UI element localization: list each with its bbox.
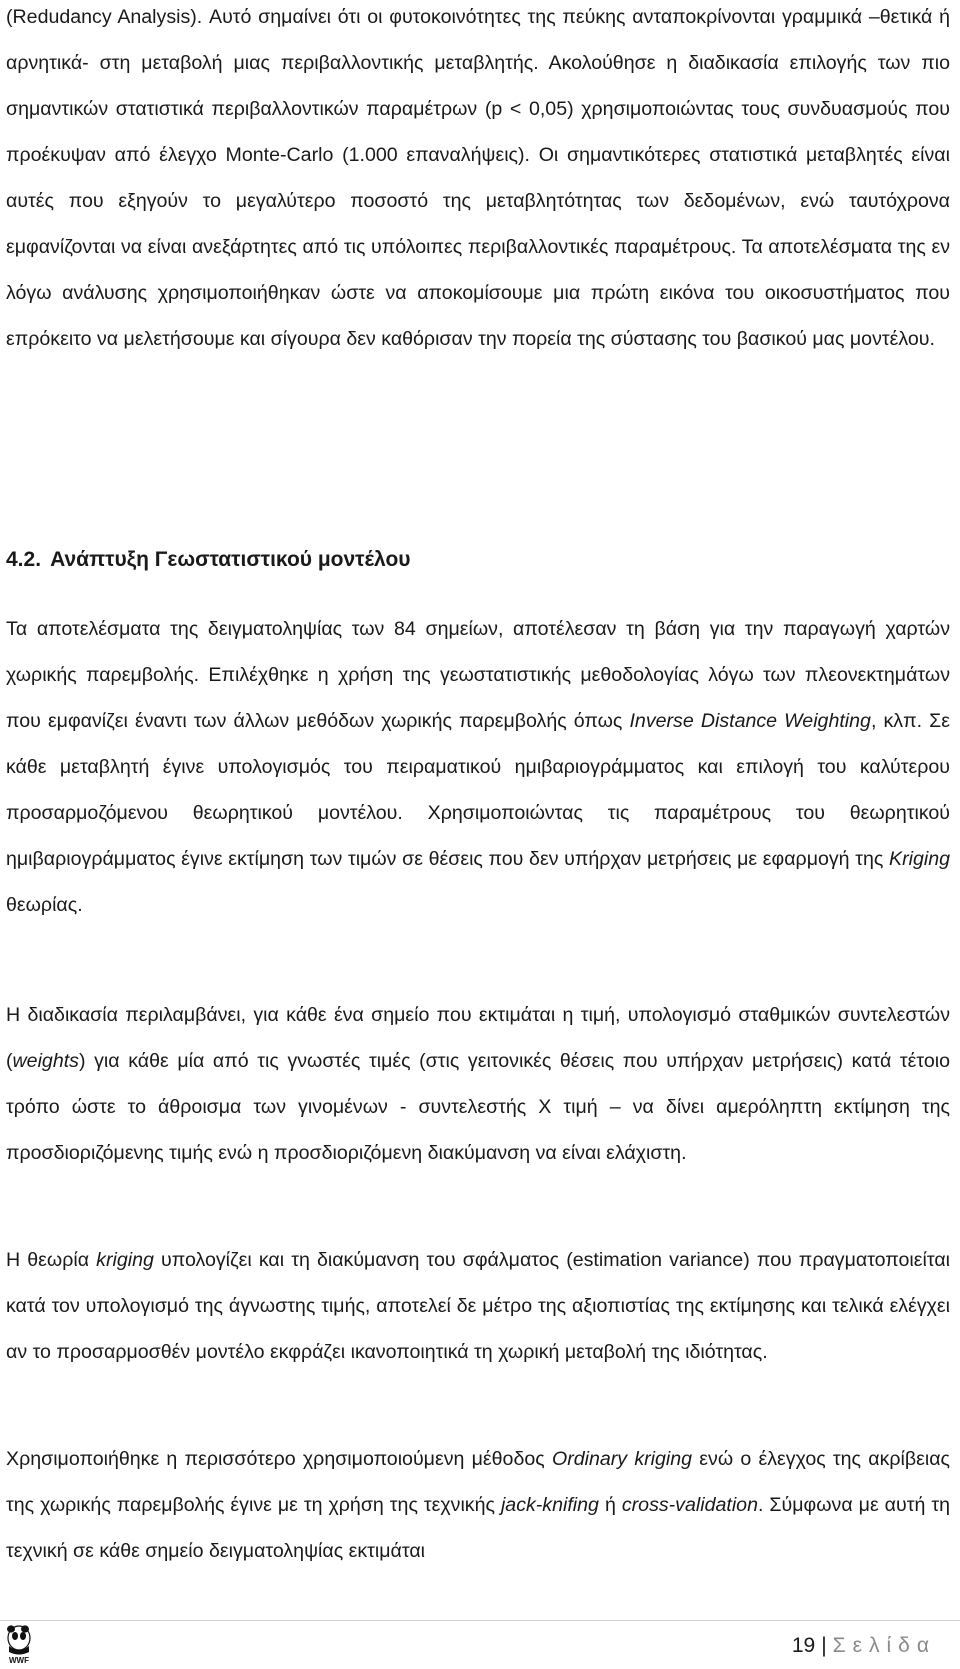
page-word: Σελίδα <box>832 1634 936 1657</box>
paragraph-4-text-a: Χρησιμοποιήθηκε η περισσότερο χρησιμοποιούμενη μέθοδος <box>6 1448 552 1470</box>
page-number: 19 <box>791 1634 816 1657</box>
paragraph-3-italic-kriging: kriging <box>96 1249 154 1271</box>
section-heading <box>6 545 411 575</box>
paragraph-4-italic-cross-validation: cross-validation <box>621 1494 758 1516</box>
paragraph-4 <box>6 1436 950 1574</box>
paragraph-2-text-c: ) για κάθε μία από τις γνωστές τιμές (στις γειτονικές θέσεις που υπήρχαν μετρήσεις) κατά τέτοιο τρόπο ώστε το άθροισμα των γινομένων - συντελεστής Χ τιμή – να δίνει αμερόληπτη εκτίμηση της προσδιοριζόμενης τιμής ενώ η προσδιοριζόμενη διακύμανση να είναι ελάχιστη. <box>6 1050 950 1164</box>
section-number: 4.2. <box>6 548 42 571</box>
paragraph-3-text-a: Η θεωρία <box>6 1249 97 1271</box>
paragraph-4-text-c: ενώ ο έλεγχος της ακρίβειας της χωρικής παρεμβολής έγινε με τη χρήση της τεχνικής <box>6 1448 951 1516</box>
paragraph-1-text-a: Τα αποτελέσματα της δειγματοληψίας των 84 σημείων, αποτέλεσαν τη βάση για την παραγωγή χαρτών χωρικής παρεμβολής. Επιλέχθηκε η χρήση της γεωστατιστικής μεθοδολογίας λόγω των πλεονεκτημάτων που εμφανίζει έναντι των άλλων μεθόδων χωρικής παρεμβολής όπως <box>6 618 950 732</box>
page-footer <box>792 1632 936 1660</box>
page-number-separator: | <box>821 1634 827 1657</box>
paragraph-2 <box>6 992 950 1176</box>
footer-divider <box>0 1620 960 1621</box>
paragraph-2-italic-weights: weights <box>12 1050 79 1072</box>
paragraph-4-text-e: ή <box>598 1494 622 1516</box>
paragraph-4-text-g: . Σύμφωνα με αυτή τη τεχνική σε κάθε σημείο δειγματοληψίας εκτιμάται <box>6 1494 950 1562</box>
section-title: Ανάπτυξη Γεωστατιστικού μοντέλου <box>50 548 411 571</box>
paragraph-4-italic-ordinary-kriging: Ordinary kriging <box>551 1448 693 1470</box>
paragraph-2-text-a: Η διαδικασία περιλαμβάνει, για κάθε ένα σημείο που εκτιμάται η τιμή, υπολογισμό σταθμικών συντελεστών ( <box>6 1004 950 1072</box>
paragraph-1-text-c: , κλπ. Σε κάθε μεταβλητή έγινε υπολογισμός του πειραματικού ημιβαριογράμματος και επιλογή του καλύτερου προσαρμοζόμενου θεωρητικού μοντέλου. Χρησιμοποιώντας τις παραμέτρους του θεωρητικού ημιβαριογράμματος έγινε εκτίμηση των τιμών σε θέσεις που δεν υπήρχαν μετρήσεις με εφαρμογή της <box>6 710 950 870</box>
paragraph-intro-text: (Redudancy Analysis). Αυτό σημαίνει ότι οι φυτοκοινότητες της πεύκης ανταποκρίνονται γραμμικά –θετικά ή αρνητικά- στη μεταβολή μιας περιβαλλοντικής μεταβλητής. Ακολούθησε η διαδικασία επιλογής των πιο σημαντικών στατιστικά περιβαλλοντικών παραμέτρων (p < 0,05) χρησιμοποιώντας τους συνδυασμούς που προέκυψαν από έλεγχο Monte-Carlo (1.000 επαναλήψεις). Οι σημαντικότερες στατιστικά μεταβλητές είναι αυτές που εξηγούν το μεγαλύτερο ποσοστό της μεταβλητότητας των δεδομένων, ενώ ταυτόχρονα εμφανίζονται να είναι ανεξάρτητες από τις υπόλοιπες περιβαλλοντικές παραμέτρους. Τα αποτελέσματα της εν λόγω ανάλυσης χρησιμοποιήθηκαν ώστε να αποκομίσουμε μια πρώτη εικόνα του οικοσυστήματος που επρόκειτο να μελετήσουμε και σίγουρα δεν καθόρισαν την πορεία της σύστασης του βασικού μας μοντέλου. <box>6 6 950 350</box>
paragraph-1-italic-kriging: Kriging <box>889 848 950 870</box>
panda-logo-icon <box>5 1624 33 1664</box>
paragraph-1-italic-idw: Inverse Distance Weighting <box>629 710 871 732</box>
paragraph-3 <box>6 1237 950 1375</box>
paragraph-intro <box>6 0 950 362</box>
logo-text: WWF <box>9 1656 29 1664</box>
paragraph-1-text-e: θεωρίας. <box>6 894 83 916</box>
paragraph-1 <box>6 606 950 928</box>
paragraph-3-text-c: υπολογίζει και τη διακύμανση του σφάλματος (estimation variance) που πραγματοποιείται κατά τον υπολογισμό της άγνωστης τιμής, αποτελεί δε μέτρο της αξιοπιστίας της εκτίμησης και τελικά ελέγχει αν το προσαρμοσθέν μοντέλο εκφράζει ικανοποιητικά τη χωρική μεταβολή της ιδιότητας. <box>6 1249 951 1363</box>
paragraph-4-italic-jack-knifing: jack-knifing <box>500 1494 599 1516</box>
